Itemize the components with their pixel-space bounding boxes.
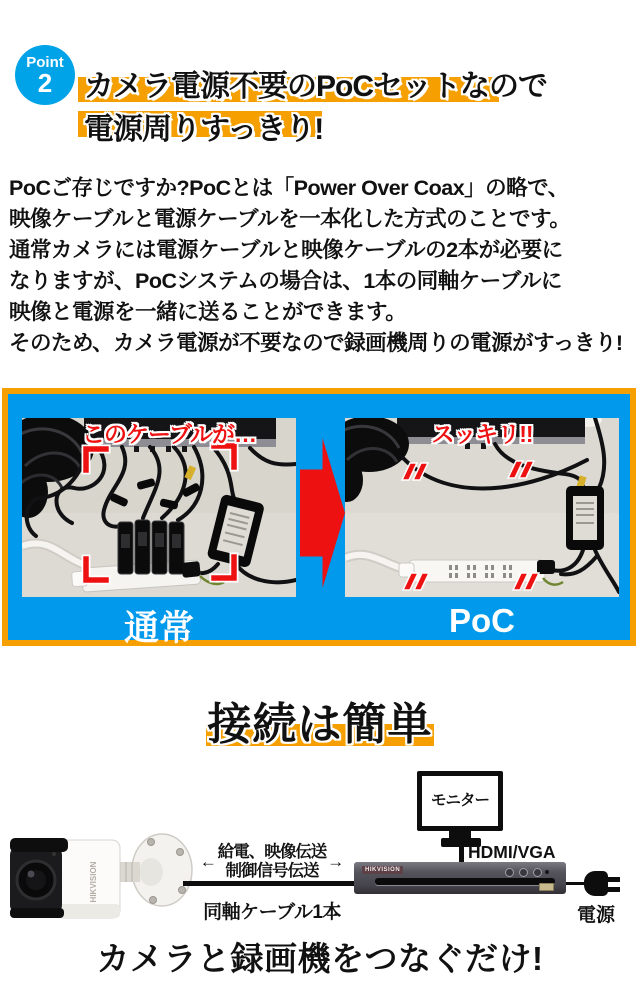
power-label: 電源 (576, 905, 615, 926)
before-label: 通常 (123, 609, 194, 648)
after-callout: スッキリ!! (431, 421, 533, 447)
point-badge-label: Point (26, 54, 64, 71)
camera-brand-text: HIKVISION (89, 861, 98, 903)
intro-line: 通常カメラには電源ケーブルと映像ケーブルの2本が必要に (9, 238, 563, 262)
strip-plug (537, 560, 555, 574)
dvr-brand-text: HIKVISION (362, 866, 403, 874)
bullet-camera-illustration (10, 820, 195, 938)
before-callout: このケーブルが… (82, 421, 256, 447)
monitor-stand-neck (449, 830, 471, 838)
ac-adapter (566, 486, 604, 550)
power-plug-icon (584, 871, 608, 896)
intro-line: PoCご存じですか?PoCとは「Power Over Coax」の略で、 (9, 176, 569, 200)
plug-prong (607, 877, 620, 882)
transmission-line-1: 給電、映像伝送 (217, 843, 327, 861)
point-badge-number: 2 (37, 68, 53, 98)
plug-prong (607, 887, 620, 892)
dvr-button (519, 868, 528, 877)
dvr-led (545, 870, 549, 874)
monitor-icon (417, 771, 503, 831)
hdmi-vga-label: HDMI/VGA (468, 842, 556, 862)
intro-line: そのため、カメラ電源が不要なので録画機周りの電源がすっきり! (9, 331, 623, 355)
dvr-button (505, 868, 514, 877)
coax-cable-line (183, 881, 355, 886)
dvr-usb-port (539, 883, 554, 891)
dvr-button (533, 868, 542, 877)
intro-line: 映像と電源を一緒に送ることができます。 (9, 300, 407, 324)
footer-text: カメラと録画機をつなぐだけ! (96, 940, 544, 977)
coax-cable-label: 同軸ケーブル1本 (203, 902, 341, 923)
transmission-line-2: 制御信号伝送 (225, 862, 319, 880)
arrow-left-icon: ← (199, 852, 217, 871)
power-cord-line (566, 882, 586, 885)
after-label: PoC (449, 602, 515, 639)
headline-line-2: 電源周りすっきり! (84, 113, 324, 146)
arrow-right-icon: → (327, 852, 345, 871)
coax-transmission-labels (186, 843, 358, 881)
dvr-recorder (354, 862, 566, 894)
point-badge (15, 45, 75, 105)
monitor-label: モニター (430, 792, 489, 809)
intro-line: 映像ケーブルと電源ケーブルを一本化した方式のことです。 (9, 207, 571, 231)
transmission-label (218, 843, 327, 881)
intro-paragraph (9, 173, 635, 359)
dvr-front-slot (375, 878, 555, 885)
strip-plug (181, 561, 200, 578)
connection-title: 接続は簡単 (207, 700, 433, 749)
intro-line: なりますが、PoCシステムの場合は、1本の同軸ケーブルに (9, 269, 562, 293)
headline-line-1: カメラ電源不要のPoCセットなので (84, 70, 547, 103)
